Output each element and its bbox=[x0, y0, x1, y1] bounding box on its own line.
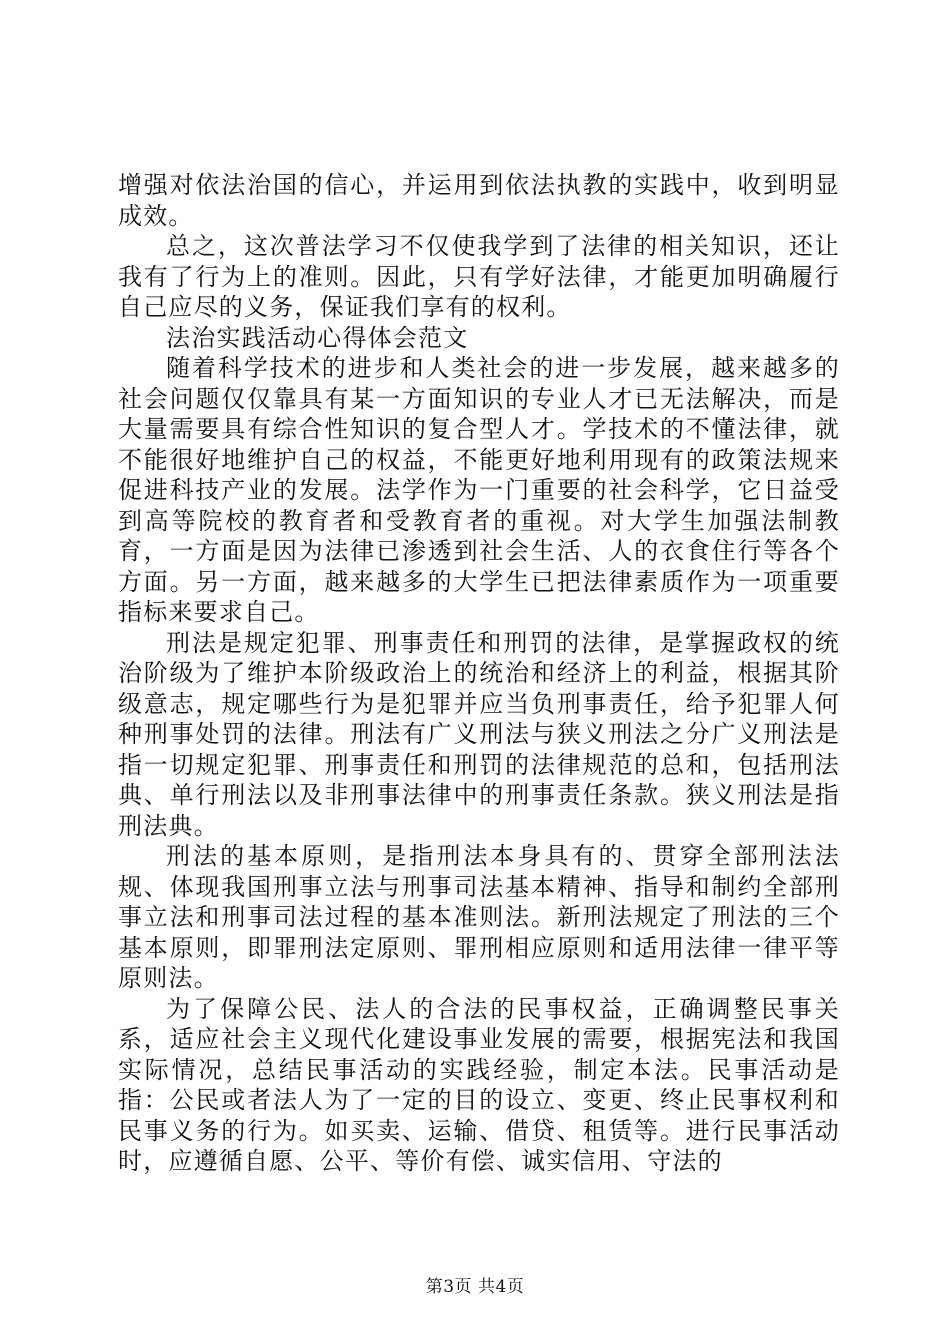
paragraph-continuation: 增强对依法治国的信心，并运用到依法执教的实践中，收到明显成效。 bbox=[118, 171, 840, 230]
paragraph-criminal-law: 刑法是规定犯罪、刑事责任和刑罚的法律，是掌握政权的统治阶级为了维护本阶级政治上的统治和经济上的利益，根据其阶级意志，规定哪些行为是犯罪并应当负刑事责任，给予犯罪人何种刑事处罚的法律。刑法有广义刑法与狭义刑法之分广义刑法是指一切规定犯罪、刑事责任和刑罚的法律规范的总和，包括刑法典、单行刑法以及非刑事法律中的刑事责任条款。狭义刑法是指刑法典。 bbox=[118, 628, 840, 840]
paragraph-civil-law: 为了保障公民、法人的合法的民事权益，正确调整民事关系，适应社会主义现代化建设事业发展的需要，根据宪法和我国实际情况，总结民事活动的实践经验，制定本法。民事活动是指：公民或者法人为了一定的目的设立、变更、终止民事权利和民事义务的行为。如买卖、运输、借贷、租赁等。进行民事活动时，应遵循自愿、公平、等价有偿、诚实信用、守法的 bbox=[118, 994, 840, 1175]
paragraph-criminal-principles: 刑法的基本原则，是指刑法本身具有的、贯穿全部刑法法规、体现我国刑事立法与刑事司法基本精神、指导和制约全部刑事立法和刑事司法过程的基本准则法。新刑法规定了刑法的三个基本原则，即罪刑法定原则、罪刑相应原则和适用法律一律平等原则法。 bbox=[118, 842, 840, 992]
paragraph-summary: 总之，这次普法学习不仅使我学到了法律的相关知识，还让我有了行为上的准则。因此，只有学好法律，才能更加明确履行自己应尽的义务，保证我们享有的权利。 bbox=[118, 232, 840, 321]
document-body bbox=[118, 170, 840, 1177]
paragraph-intro: 随着科学技术的进步和人类社会的进一步发展，越来越多的社会问题仅仅靠具有某一方面知识的专业人才已无法解决，而是大量需要具有综合性知识的复合型人才。学技术的不懂法律，就不能很好地维护自己的权益，不能更好地利用现有的政策法规来促进科技产业的发展。法学作为一门重要的社会科学，它日益受到高等院校的教育者和受教育者的重视。对大学生加强法制教育，一方面是因为法律已渗透到社会生活、人的衣食住行等各个方面。另一方面，越来越多的大学生已把法律素质作为一项重要指标来要求自己。 bbox=[118, 354, 840, 626]
section-title: 法治实践活动心得体会范文 bbox=[166, 323, 469, 352]
page-number-footer: 第3页 共4页 bbox=[425, 1277, 525, 1297]
